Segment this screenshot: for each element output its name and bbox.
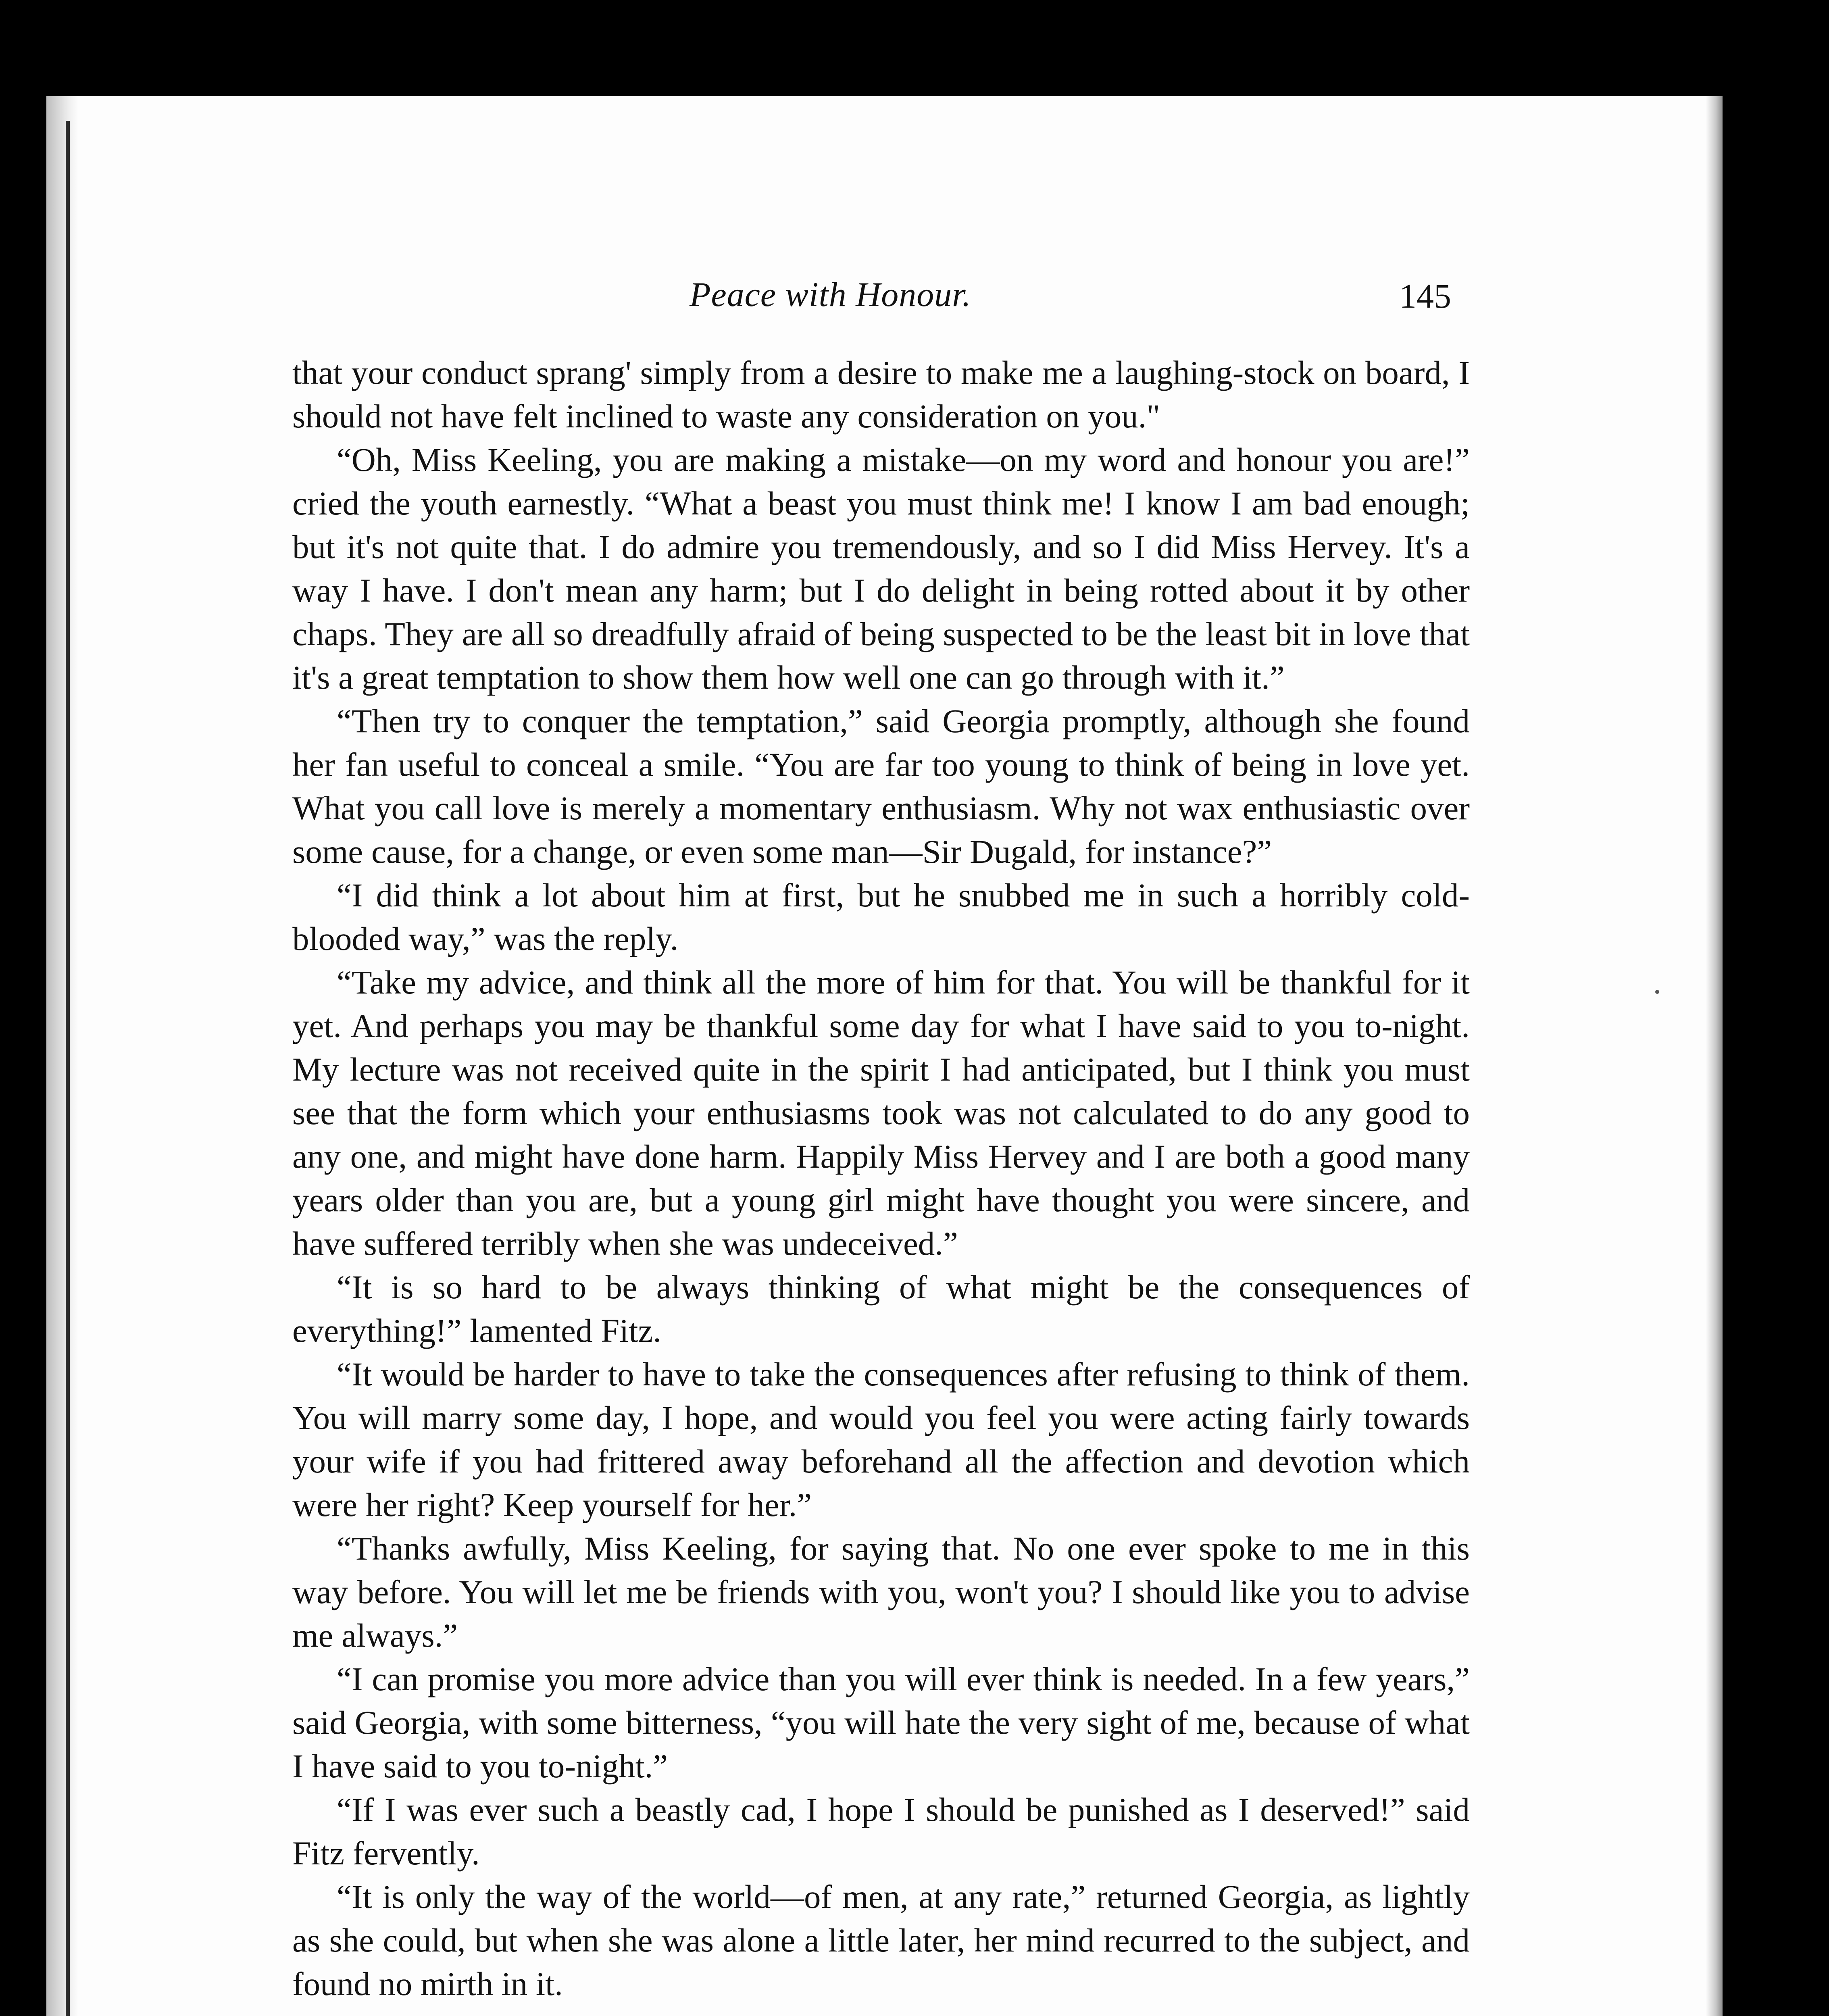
gutter-line (66, 121, 70, 2016)
paragraph: “Oh, Miss Keeling, you are making a mistake—on my word and honour you are!” cried the youth earnestly. “What a beast you must think me! I know I am bad enough; but it's not quite that. I do admire you tremendously, and so I did Miss Hervey. It's a way I have. I don't mean any harm; but I do delight in being rotted about it by other chaps. They are all so dreadfully afraid of being suspected to be the least bit in love that it's a great temptation to show them how well one can go through with it.” (292, 441, 1470, 696)
page-gutter-shadow (46, 96, 79, 2016)
page-number: 145 (1399, 277, 1451, 315)
running-head: Peace with Honour. (690, 275, 971, 314)
paragraph: “Take my advice, and think all the more of him for that. You will be thankful for it yet. And perhaps you may be thankful some day for what I have said to you to-night. My lecture was not received quite in the spirit I had anticipated, but I think you must see that the form which your enthusiasms took was not calculated to do any good to any one, and might have done harm. Happily Miss Hervey and I are both a good many years older than you are, but a young girl might have thought you were sincere, and have suffered terribly when she was undeceived.” (292, 964, 1470, 1262)
paragraph: “I did think a lot about him at first, but he snubbed me in such a horribly cold-blooded way,” was the reply. (292, 877, 1470, 957)
page-right-edge (1706, 96, 1723, 2016)
paragraph: that your conduct sprang' simply from a desire to make me a laughing-stock on board, I should not have felt inclined to waste any consideration on you." (292, 354, 1470, 435)
paragraph: “It is so hard to be always thinking of what might be the consequences of everything!” lamented Fitz. (292, 1268, 1470, 1349)
paragraph: “I can promise you more advice than you will ever think is needed. In a few years,” said Georgia, with some bitterness, “you will hate the very sight of me, because of what I have said to you to-night.” (292, 1660, 1470, 1785)
paper-speck (1655, 990, 1659, 994)
body-text (292, 351, 1470, 2006)
paragraph: “Then try to conquer the temptation,” said Georgia promptly, although she found her fan useful to conceal a smile. “You are far too young to think of being in love yet. What you call love is merely a momentary enthusiasm. Why not wax enthusiastic over some cause, for a change, or even some man—Sir Dugald, for instance?” (292, 702, 1470, 870)
paragraph: “Thanks awfully, Miss Keeling, for saying that. No one ever spoke to me in this way before. You will let me be friends with you, won't you? I should like you to advise me always.” (292, 1530, 1470, 1654)
paragraph: “It is only the way of the world—of men, at any rate,” returned Georgia, as lightly as she could, but when she was alone a little later, her mind recurred to the subject, and found no mirth in it. (292, 1878, 1470, 2002)
paragraph: “If I was ever such a beastly cad, I hope I should be punished as I deserved!” said Fitz fervently. (292, 1791, 1470, 1872)
paragraph: “It would be harder to have to take the consequences after refusing to think of them. You will marry some day, I hope, and would you feel you were acting fairly towards your wife if you had frittered away beforehand all the affection and devotion which were her right? Keep yourself for her.” (292, 1356, 1470, 1523)
